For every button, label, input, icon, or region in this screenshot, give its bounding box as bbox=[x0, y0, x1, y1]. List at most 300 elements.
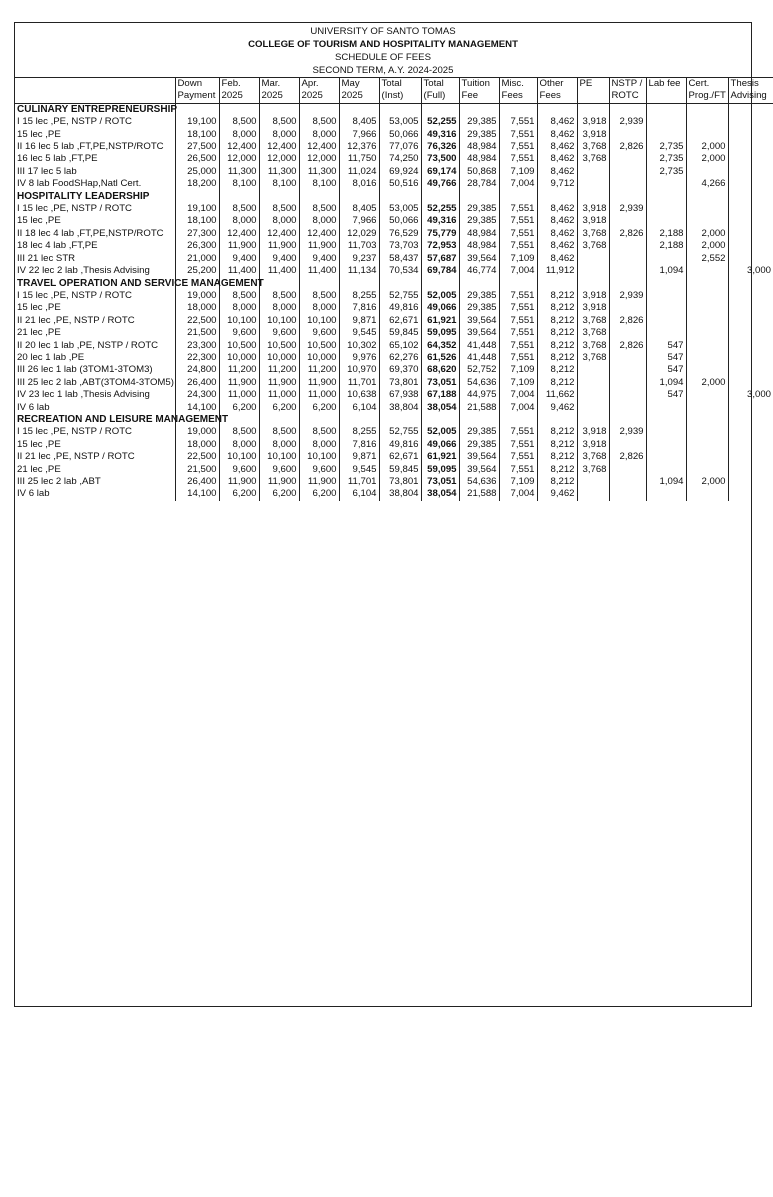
section-cell bbox=[339, 191, 379, 203]
fee-cell: 49,066 bbox=[421, 302, 459, 314]
fee-cell bbox=[577, 488, 609, 500]
fee-cell: 10,500 bbox=[259, 340, 299, 352]
fee-cell: 8,405 bbox=[339, 116, 379, 128]
fee-cell: 11,300 bbox=[219, 166, 259, 178]
section-cell bbox=[459, 414, 499, 426]
fee-cell: 8,212 bbox=[537, 451, 577, 463]
fee-cell: 11,900 bbox=[259, 240, 299, 252]
fee-cell bbox=[728, 426, 773, 438]
fee-cell: 11,900 bbox=[219, 240, 259, 252]
fee-row bbox=[15, 451, 773, 463]
fee-cell: 3,768 bbox=[577, 240, 609, 252]
fee-cell bbox=[609, 166, 646, 178]
column-header: Down bbox=[175, 78, 219, 91]
fee-cell bbox=[646, 253, 686, 265]
fee-cell bbox=[609, 377, 646, 389]
fee-cell: 52,755 bbox=[379, 290, 421, 302]
fee-cell: 29,385 bbox=[459, 439, 499, 451]
fee-cell bbox=[577, 265, 609, 277]
fee-cell bbox=[686, 451, 728, 463]
fee-cell: 72,953 bbox=[421, 240, 459, 252]
fee-cell bbox=[609, 178, 646, 190]
fee-cell: 547 bbox=[646, 364, 686, 376]
fee-cell: 8,212 bbox=[537, 327, 577, 339]
fee-cell: 11,900 bbox=[299, 240, 339, 252]
fee-cell: 7,551 bbox=[499, 141, 537, 153]
fee-cell bbox=[686, 116, 728, 128]
section-cell bbox=[609, 103, 646, 116]
fee-cell: 6,200 bbox=[259, 488, 299, 500]
fee-cell: 8,212 bbox=[537, 340, 577, 352]
fee-cell: 29,385 bbox=[459, 426, 499, 438]
fee-cell: 50,868 bbox=[459, 166, 499, 178]
fee-cell: 11,400 bbox=[299, 265, 339, 277]
fee-cell: 7,004 bbox=[499, 265, 537, 277]
fee-cell: 27,300 bbox=[175, 228, 219, 240]
fee-cell: 14,100 bbox=[175, 488, 219, 500]
fee-cell: 12,400 bbox=[299, 228, 339, 240]
column-header: (Full) bbox=[421, 90, 459, 103]
section-cell bbox=[537, 278, 577, 290]
fee-cell: 46,774 bbox=[459, 265, 499, 277]
fee-cell bbox=[577, 476, 609, 488]
fee-row bbox=[15, 290, 773, 302]
fee-cell: 21,588 bbox=[459, 402, 499, 414]
fee-cell: 57,687 bbox=[421, 253, 459, 265]
fee-cell: 12,400 bbox=[219, 141, 259, 153]
column-header: Misc. bbox=[499, 78, 537, 91]
fee-cell bbox=[728, 203, 773, 215]
fee-cell bbox=[609, 389, 646, 401]
fee-cell bbox=[728, 116, 773, 128]
section-cell bbox=[421, 278, 459, 290]
fee-cell: 3,918 bbox=[577, 215, 609, 227]
fee-cell: 52,005 bbox=[421, 426, 459, 438]
fee-cell: 59,845 bbox=[379, 327, 421, 339]
fee-cell bbox=[609, 302, 646, 314]
fee-cell: 73,801 bbox=[379, 476, 421, 488]
fee-cell: 24,800 bbox=[175, 364, 219, 376]
fee-cell: 11,912 bbox=[537, 265, 577, 277]
fee-cell bbox=[577, 166, 609, 178]
fee-cell: 8,000 bbox=[259, 439, 299, 451]
fee-cell: 9,237 bbox=[339, 253, 379, 265]
fee-cell: 7,551 bbox=[499, 215, 537, 227]
fee-cell: 1,094 bbox=[646, 265, 686, 277]
fee-cell: 2,826 bbox=[609, 451, 646, 463]
fee-cell: 4,266 bbox=[686, 178, 728, 190]
fee-cell: 8,500 bbox=[299, 116, 339, 128]
fee-cell: 2,735 bbox=[646, 153, 686, 165]
fee-cell: 3,768 bbox=[577, 228, 609, 240]
fee-cell: 49,316 bbox=[421, 129, 459, 141]
fee-cell: 11,200 bbox=[219, 364, 259, 376]
fee-cell: 3,918 bbox=[577, 302, 609, 314]
section-cell bbox=[609, 191, 646, 203]
fee-cell: 29,385 bbox=[459, 116, 499, 128]
section-cell bbox=[379, 191, 421, 203]
fee-cell bbox=[609, 265, 646, 277]
fee-cell: 65,102 bbox=[379, 340, 421, 352]
fee-cell: 10,638 bbox=[339, 389, 379, 401]
fee-cell bbox=[646, 426, 686, 438]
fee-cell bbox=[609, 215, 646, 227]
fee-cell: 7,551 bbox=[499, 153, 537, 165]
fee-cell: 12,000 bbox=[219, 153, 259, 165]
fee-cell bbox=[609, 476, 646, 488]
fee-cell bbox=[646, 203, 686, 215]
fee-cell: 8,462 bbox=[537, 116, 577, 128]
fee-cell: 11,750 bbox=[339, 153, 379, 165]
fee-cell: 8,212 bbox=[537, 352, 577, 364]
column-header: Advising bbox=[728, 90, 773, 103]
fee-cell bbox=[609, 240, 646, 252]
fee-cell: 8,462 bbox=[537, 215, 577, 227]
fee-cell: 64,352 bbox=[421, 340, 459, 352]
section-cell bbox=[299, 191, 339, 203]
fee-cell: 9,600 bbox=[259, 327, 299, 339]
fee-cell: 8,500 bbox=[259, 290, 299, 302]
section-cell bbox=[421, 103, 459, 116]
fee-cell: 69,174 bbox=[421, 166, 459, 178]
fee-cell: 9,600 bbox=[219, 464, 259, 476]
column-header-row bbox=[15, 90, 773, 103]
fee-cell bbox=[686, 389, 728, 401]
fee-row bbox=[15, 389, 773, 401]
section-cell bbox=[577, 103, 609, 116]
fee-row bbox=[15, 464, 773, 476]
fee-row bbox=[15, 488, 773, 500]
fee-cell: 59,095 bbox=[421, 464, 459, 476]
fee-cell: 12,400 bbox=[219, 228, 259, 240]
fee-cell: 8,016 bbox=[339, 178, 379, 190]
section-cell bbox=[421, 414, 459, 426]
fee-cell: 3,768 bbox=[577, 451, 609, 463]
fee-cell: 7,004 bbox=[499, 402, 537, 414]
fee-cell: 73,051 bbox=[421, 476, 459, 488]
fee-cell bbox=[686, 315, 728, 327]
fee-cell: 7,109 bbox=[499, 253, 537, 265]
fee-schedule-document bbox=[14, 22, 771, 1007]
fee-cell: 61,921 bbox=[421, 315, 459, 327]
fee-cell bbox=[728, 153, 773, 165]
fee-cell bbox=[728, 129, 773, 141]
fee-cell: 41,448 bbox=[459, 352, 499, 364]
section-cell bbox=[459, 191, 499, 203]
section-cell bbox=[646, 191, 686, 203]
program-label: II 21 lec ,PE, NSTP / ROTC bbox=[17, 451, 135, 463]
column-header: Tuition bbox=[459, 78, 499, 91]
section-cell bbox=[686, 191, 728, 203]
fee-cell: 22,300 bbox=[175, 352, 219, 364]
fee-cell bbox=[728, 228, 773, 240]
fee-cell: 29,385 bbox=[459, 203, 499, 215]
section-cell bbox=[219, 191, 259, 203]
fee-cell: 11,900 bbox=[259, 476, 299, 488]
column-header: (Inst) bbox=[379, 90, 421, 103]
fee-cell: 2,826 bbox=[609, 228, 646, 240]
fee-cell: 39,564 bbox=[459, 315, 499, 327]
fee-cell: 7,551 bbox=[499, 116, 537, 128]
fee-cell: 48,984 bbox=[459, 240, 499, 252]
fee-row bbox=[15, 253, 773, 265]
fee-cell: 25,000 bbox=[175, 166, 219, 178]
fee-cell: 8,000 bbox=[299, 302, 339, 314]
fee-cell: 8,255 bbox=[339, 426, 379, 438]
fee-cell bbox=[577, 364, 609, 376]
fee-cell: 11,900 bbox=[219, 476, 259, 488]
fee-cell: 8,500 bbox=[299, 290, 339, 302]
fee-cell: 7,966 bbox=[339, 129, 379, 141]
column-header: Payment bbox=[175, 90, 219, 103]
fee-cell: 547 bbox=[646, 352, 686, 364]
fee-cell bbox=[686, 352, 728, 364]
fee-cell bbox=[728, 315, 773, 327]
fee-cell: 10,100 bbox=[219, 315, 259, 327]
fee-row bbox=[15, 153, 773, 165]
fee-cell: 76,529 bbox=[379, 228, 421, 240]
fee-cell: 8,500 bbox=[219, 116, 259, 128]
section-title: TRAVEL OPERATION AND SERVICE MANAGEMENT bbox=[17, 277, 264, 289]
fee-cell: 10,500 bbox=[219, 340, 259, 352]
section-cell bbox=[299, 278, 339, 290]
fee-cell: 53,005 bbox=[379, 203, 421, 215]
fee-cell: 6,200 bbox=[299, 402, 339, 414]
fee-cell: 50,516 bbox=[379, 178, 421, 190]
program-label: 18 lec 4 lab ,FT,PE bbox=[17, 240, 98, 252]
fee-cell: 11,134 bbox=[339, 265, 379, 277]
fee-cell: 8,100 bbox=[219, 178, 259, 190]
fee-cell: 8,462 bbox=[537, 240, 577, 252]
fee-cell bbox=[646, 178, 686, 190]
column-header: 2025 bbox=[299, 90, 339, 103]
program-label: III 25 lec 2 lab ,ABT bbox=[17, 476, 101, 487]
program-label: II 21 lec ,PE, NSTP / ROTC bbox=[17, 314, 135, 326]
fee-cell bbox=[728, 352, 773, 364]
fee-cell: 12,376 bbox=[339, 141, 379, 153]
fee-cell: 8,212 bbox=[537, 464, 577, 476]
fee-cell bbox=[609, 464, 646, 476]
section-cell bbox=[499, 191, 537, 203]
fee-cell bbox=[728, 402, 773, 414]
fee-cell: 10,100 bbox=[259, 315, 299, 327]
fee-cell: 11,200 bbox=[299, 364, 339, 376]
fee-cell: 11,400 bbox=[259, 265, 299, 277]
program-label: IV 8 lab FoodSHap,Natl Cert. bbox=[17, 178, 142, 190]
column-header: 2025 bbox=[259, 90, 299, 103]
fee-cell: 22,500 bbox=[175, 315, 219, 327]
section-cell bbox=[299, 103, 339, 116]
fee-cell: 52,752 bbox=[459, 364, 499, 376]
fee-cell: 6,104 bbox=[339, 402, 379, 414]
section-cell bbox=[339, 414, 379, 426]
fee-cell: 19,100 bbox=[175, 116, 219, 128]
fee-cell: 38,804 bbox=[379, 488, 421, 500]
fee-cell bbox=[686, 327, 728, 339]
fee-cell: 9,600 bbox=[299, 327, 339, 339]
section-cell bbox=[379, 278, 421, 290]
column-header: Fees bbox=[537, 90, 577, 103]
fee-cell: 68,620 bbox=[421, 364, 459, 376]
section-row bbox=[15, 103, 773, 116]
fee-cell: 26,500 bbox=[175, 153, 219, 165]
fee-cell: 52,255 bbox=[421, 203, 459, 215]
section-cell bbox=[421, 191, 459, 203]
fee-cell: 27,500 bbox=[175, 141, 219, 153]
fee-cell: 3,768 bbox=[577, 352, 609, 364]
fee-cell bbox=[686, 439, 728, 451]
section-cell bbox=[459, 278, 499, 290]
fee-cell bbox=[728, 340, 773, 352]
fee-cell: 61,921 bbox=[421, 451, 459, 463]
fee-cell bbox=[686, 302, 728, 314]
program-label: I 15 lec ,PE, NSTP / ROTC bbox=[17, 289, 132, 301]
fee-cell bbox=[686, 265, 728, 277]
fee-cell: 19,100 bbox=[175, 203, 219, 215]
section-cell bbox=[537, 103, 577, 116]
fee-row bbox=[15, 327, 773, 339]
fee-cell: 18,100 bbox=[175, 215, 219, 227]
fee-cell: 19,000 bbox=[175, 426, 219, 438]
fee-row bbox=[15, 476, 773, 488]
program-label: III 17 lec 5 lab bbox=[17, 165, 77, 177]
program-label: 15 lec ,PE bbox=[17, 215, 61, 227]
fee-cell: 8,462 bbox=[537, 141, 577, 153]
fee-cell: 3,918 bbox=[577, 129, 609, 141]
fee-cell: 10,100 bbox=[299, 451, 339, 463]
fee-cell bbox=[646, 315, 686, 327]
fee-cell: 9,462 bbox=[537, 488, 577, 500]
fee-cell: 26,300 bbox=[175, 240, 219, 252]
fee-cell: 25,200 bbox=[175, 265, 219, 277]
section-cell bbox=[339, 103, 379, 116]
fee-cell: 11,900 bbox=[299, 377, 339, 389]
fee-cell: 12,400 bbox=[259, 228, 299, 240]
fee-cell bbox=[609, 364, 646, 376]
fee-cell: 10,302 bbox=[339, 340, 379, 352]
fee-cell: 8,462 bbox=[537, 253, 577, 265]
fee-cell bbox=[728, 327, 773, 339]
fee-cell: 1,094 bbox=[646, 377, 686, 389]
section-cell bbox=[379, 103, 421, 116]
fee-cell bbox=[646, 402, 686, 414]
fee-cell: 10,100 bbox=[219, 451, 259, 463]
program-label: III 26 lec 1 lab (3TOM1-3TOM3) bbox=[17, 364, 153, 376]
fee-cell: 49,316 bbox=[421, 215, 459, 227]
college-name: COLLEGE OF TOURISM AND HOSPITALITY MANAGEMENT bbox=[248, 39, 518, 50]
fee-cell: 50,066 bbox=[379, 215, 421, 227]
program-label: 15 lec ,PE bbox=[17, 128, 61, 140]
fee-cell bbox=[609, 402, 646, 414]
fee-cell: 73,801 bbox=[379, 377, 421, 389]
fee-cell: 7,551 bbox=[499, 340, 537, 352]
fee-cell: 8,100 bbox=[259, 178, 299, 190]
fee-cell: 18,100 bbox=[175, 129, 219, 141]
fee-cell: 8,500 bbox=[299, 203, 339, 215]
fee-cell: 3,768 bbox=[577, 327, 609, 339]
fee-cell: 21,000 bbox=[175, 253, 219, 265]
fee-cell bbox=[646, 464, 686, 476]
program-label: 20 lec 1 lab ,PE bbox=[17, 351, 85, 363]
fee-cell: 9,400 bbox=[259, 253, 299, 265]
fee-cell: 7,551 bbox=[499, 327, 537, 339]
fee-cell: 9,600 bbox=[259, 464, 299, 476]
fee-cell: 7,966 bbox=[339, 215, 379, 227]
column-header: Other bbox=[537, 78, 577, 91]
fee-cell: 6,200 bbox=[259, 402, 299, 414]
fee-cell: 11,400 bbox=[219, 265, 259, 277]
fee-cell: 69,370 bbox=[379, 364, 421, 376]
fee-cell: 11,000 bbox=[219, 389, 259, 401]
column-header: Feb. bbox=[219, 78, 259, 91]
fee-cell: 8,462 bbox=[537, 203, 577, 215]
fee-cell: 3,918 bbox=[577, 290, 609, 302]
fee-cell bbox=[728, 253, 773, 265]
fee-cell: 8,500 bbox=[259, 116, 299, 128]
fee-cell bbox=[728, 240, 773, 252]
fee-cell bbox=[646, 439, 686, 451]
fee-cell bbox=[646, 129, 686, 141]
fee-cell: 8,462 bbox=[537, 228, 577, 240]
program-label: IV 6 lab bbox=[17, 401, 50, 413]
fee-cell: 62,671 bbox=[379, 315, 421, 327]
section-cell bbox=[686, 278, 728, 290]
program-label: I 15 lec ,PE, NSTP / ROTC bbox=[17, 116, 132, 128]
program-label: 15 lec ,PE bbox=[17, 438, 61, 450]
section-cell bbox=[499, 414, 537, 426]
fee-cell bbox=[686, 290, 728, 302]
fee-cell: 7,551 bbox=[499, 439, 537, 451]
fee-cell bbox=[686, 166, 728, 178]
fee-cell: 11,662 bbox=[537, 389, 577, 401]
column-header: ROTC bbox=[609, 90, 646, 103]
fee-cell: 28,784 bbox=[459, 178, 499, 190]
program-label: 21 lec ,PE bbox=[17, 463, 61, 475]
fee-row bbox=[15, 116, 773, 128]
fee-cell: 50,066 bbox=[379, 129, 421, 141]
fee-cell: 12,000 bbox=[259, 153, 299, 165]
section-cell bbox=[175, 103, 219, 116]
fee-cell: 52,755 bbox=[379, 426, 421, 438]
fee-cell: 2,826 bbox=[609, 340, 646, 352]
section-cell bbox=[646, 414, 686, 426]
fee-cell bbox=[686, 215, 728, 227]
fee-cell: 9,462 bbox=[537, 402, 577, 414]
fee-cell: 67,188 bbox=[421, 389, 459, 401]
fee-cell: 8,405 bbox=[339, 203, 379, 215]
fee-cell: 7,551 bbox=[499, 464, 537, 476]
section-cell bbox=[499, 278, 537, 290]
section-row bbox=[15, 414, 773, 426]
section-title: HOSPITALITY LEADERSHIP bbox=[17, 190, 150, 202]
fee-cell: 9,871 bbox=[339, 451, 379, 463]
fee-cell: 7,551 bbox=[499, 426, 537, 438]
fee-cell: 29,385 bbox=[459, 215, 499, 227]
section-cell bbox=[175, 191, 219, 203]
fee-cell: 7,004 bbox=[499, 178, 537, 190]
fee-cell: 18,000 bbox=[175, 439, 219, 451]
fee-cell: 8,000 bbox=[259, 129, 299, 141]
fee-cell: 3,918 bbox=[577, 426, 609, 438]
fee-cell: 14,100 bbox=[175, 402, 219, 414]
program-label: III 25 lec 2 lab ,ABT(3TOM4-3TOM5) bbox=[17, 376, 174, 388]
fee-cell bbox=[577, 402, 609, 414]
section-cell bbox=[686, 103, 728, 116]
fee-cell: 11,900 bbox=[259, 377, 299, 389]
program-label: 15 lec ,PE bbox=[17, 302, 61, 314]
section-cell bbox=[646, 103, 686, 116]
fee-row bbox=[15, 129, 773, 141]
